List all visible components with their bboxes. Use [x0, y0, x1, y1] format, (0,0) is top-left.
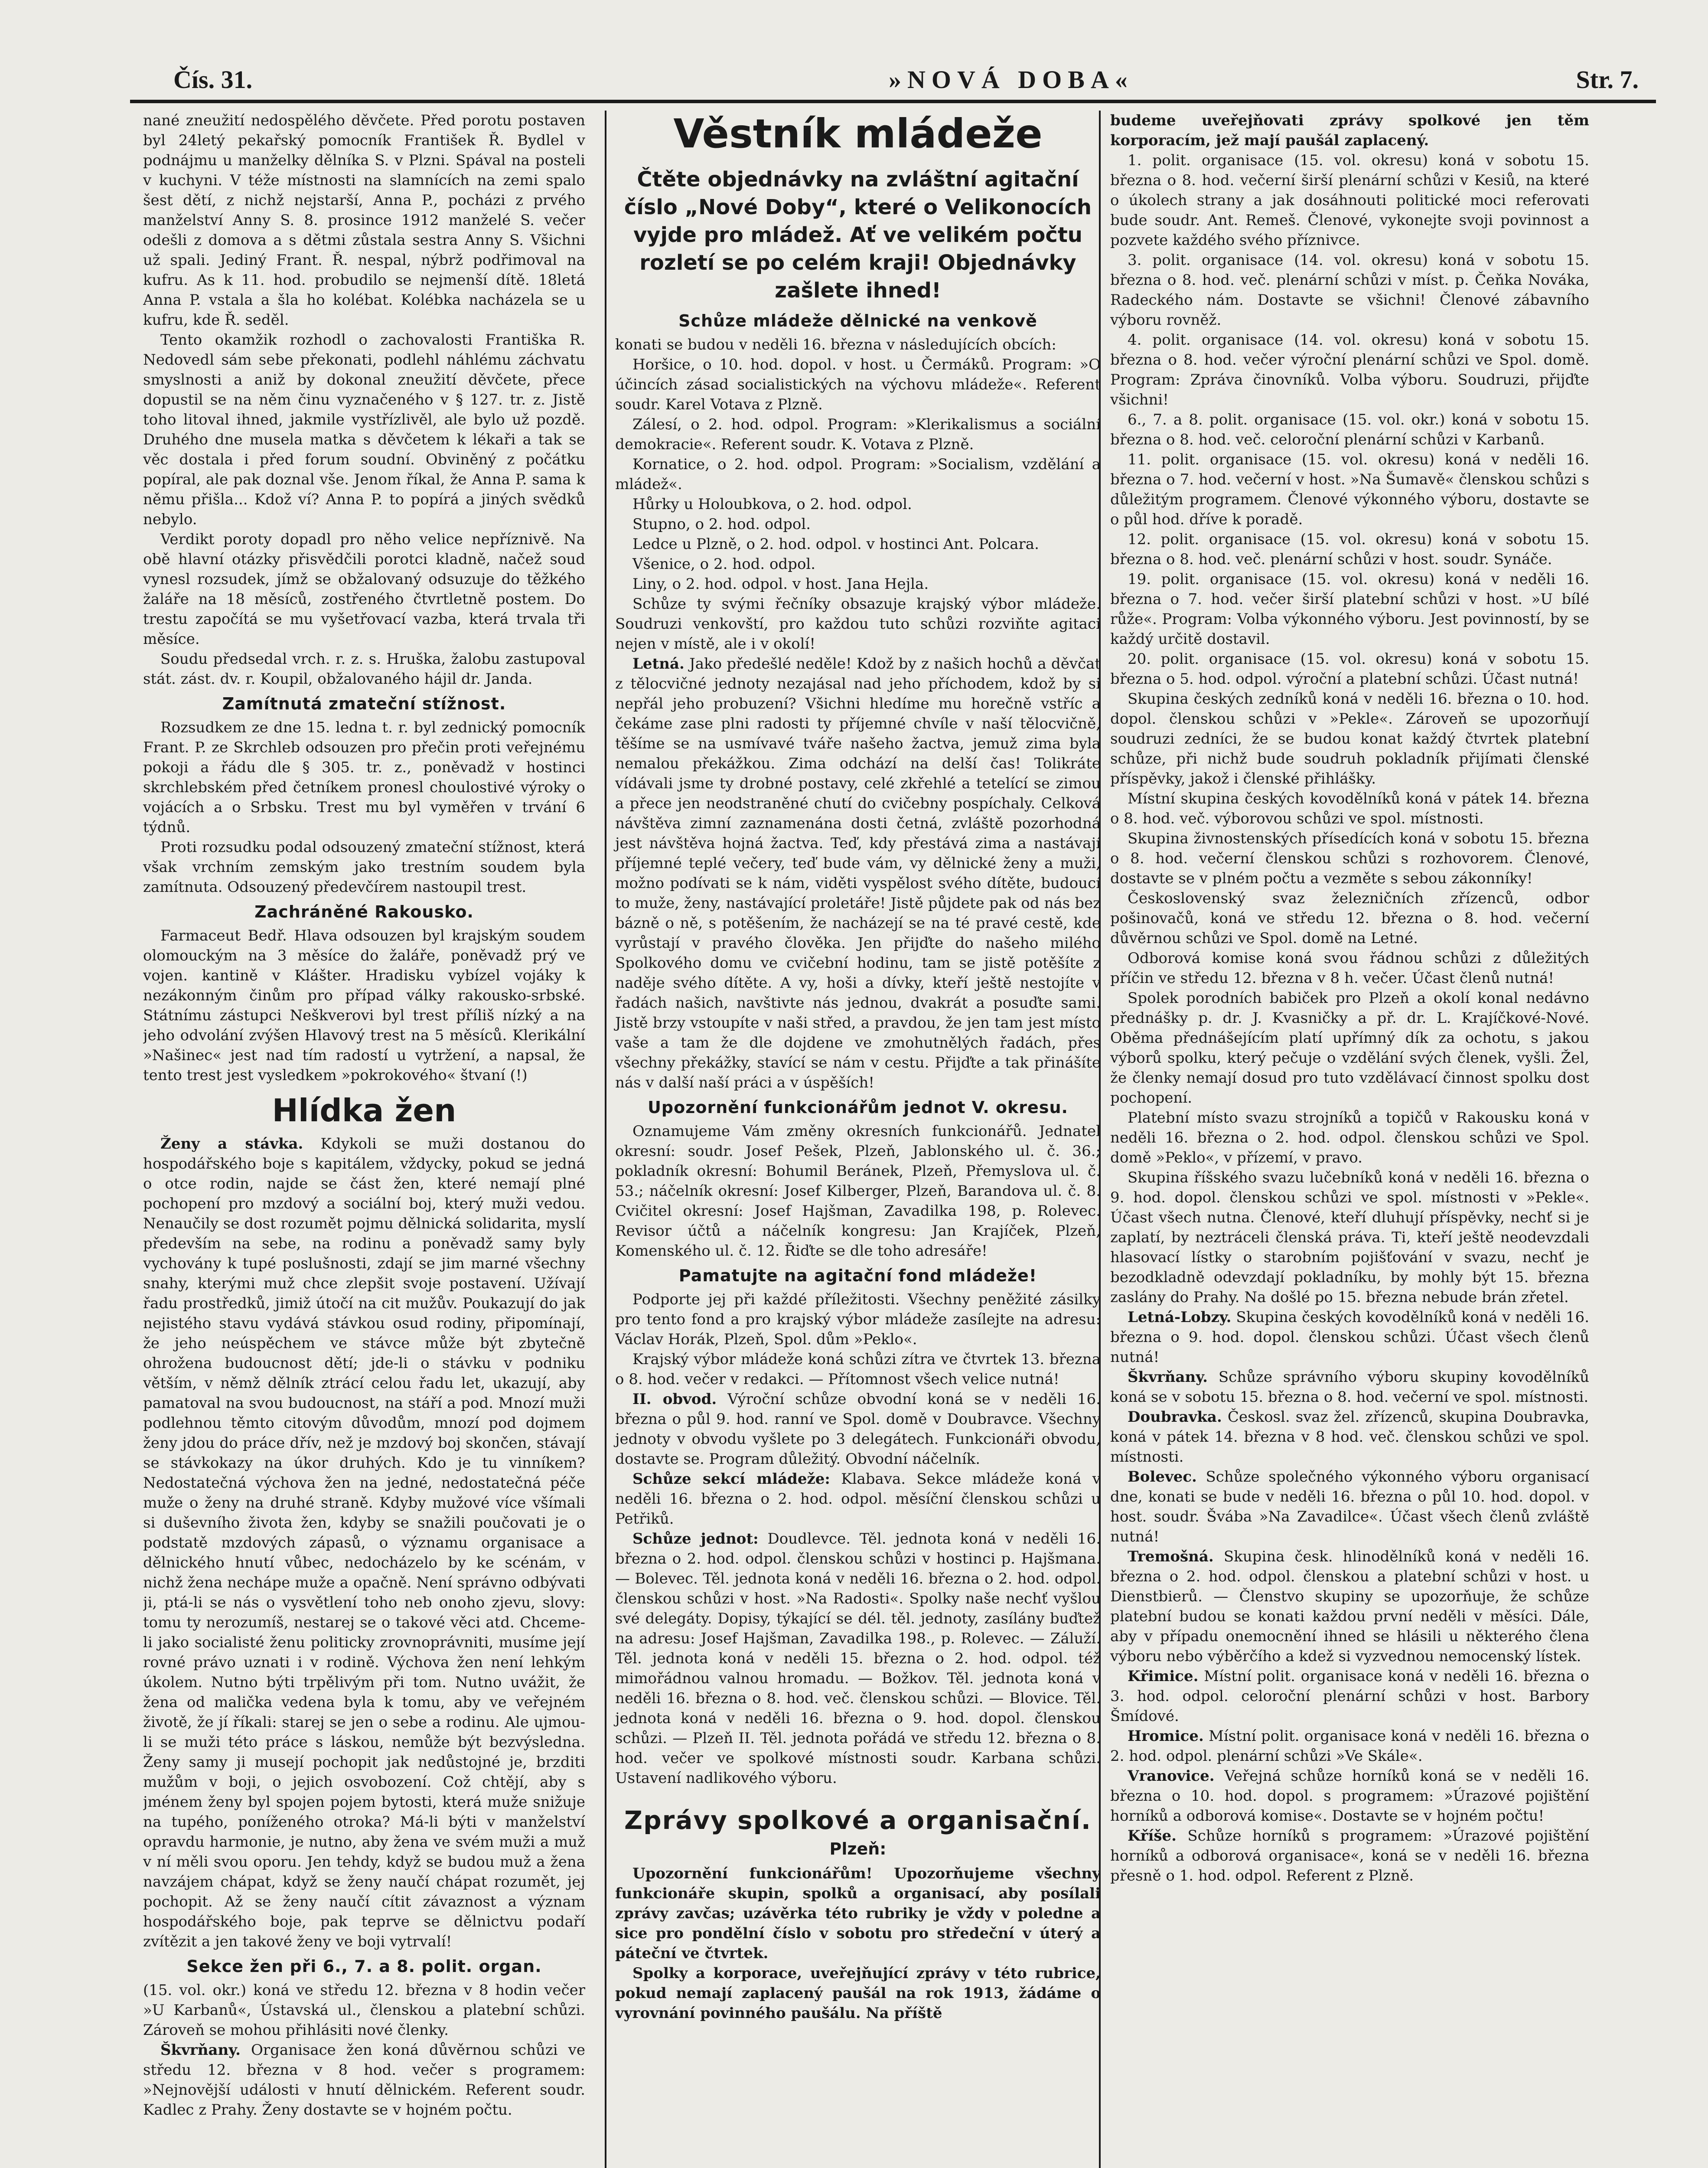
article-heading: Upozornění funkcionářům jednot V. okresu.	[648, 1098, 1068, 1117]
page-number: Str. 7.	[1576, 65, 1639, 94]
notice-item: 6., 7. a 8. polit. organisace (15. vol. okr.) koná v sobotu 15. března o 8. hod. več. celoroční plenární schůzi v Karbanů.	[1110, 411, 1589, 448]
section-heading: Zprávy spolkové a organisační.	[624, 1806, 1092, 1835]
paragraph-lead: Doubravka.	[1128, 1408, 1222, 1426]
article-text: (15. vol. okr.) koná ve středu 12. března v 8 hodin večer »U Karbanů«, Ústavská ul., členskou a platební schůzi. Zároveň se mohou přihlásiti nové členky.	[143, 1982, 585, 2039]
paragraph-lead: Upozornění funkcionářům!	[632, 1865, 873, 1882]
paragraph-lead: Ženy a stávka.	[160, 1135, 303, 1153]
notice-item: Skupina českých kovodělníků koná v neděli 16. března o 9. hod. dopol. členskou schůzi. Účast všech členů nutná!	[1110, 1309, 1589, 1366]
notice-item: Skupina živnostenských přísedících koná v sobotu 15. března o 8. hod. večerní členskou schůzi s rozhovorem. Členové, dostavte se v plném počtu a vezměte s sebou zákonníky!	[1110, 830, 1589, 887]
article-text: Rozsudkem ze dne 15. ledna t. r. byl zednický pomocník Frant. P. ze Skrchleb odsouzen pro přečin proti veřejnému pokoji a řádu dle § 305. tr. z., poněvadž v hostinci skrchlebském před četníkem pronesl choulostivé výroky o vojácích a o Srbsku. Trest mu byl vyměřen v trvání 6 týdnů.	[143, 719, 585, 836]
article-text: Farmaceut Bedř. Hlava odsouzen byl krajským soudem olomouckým na 3 měsíce do žaláře, poněvadž prý ve vojen. kantině v Klášter. Hradisku vybízel vojáky k nezákonným činům pro případ války rakousko-srbské. Státnímu zástupci Neškverovi byl trest příliš nízký a na jeho odvolání zvýšen Hlavový trest na 5 měsíců. Klerikální »Našinec« jest nad tím radostí u vytržení, a napsal, že tento trest jest vysledkem »pokrokového« štvaní (!)	[143, 927, 585, 1084]
notice-item: Místní skupina českých kovodělníků koná v pátek 14. března o 8. hod. več. výborovou schůzi ve spol. místnosti.	[1110, 790, 1589, 827]
article-text: Doudlevce. Těl. jednota koná v neděli 16. března o 2. hod. odpol. členskou schůzi v hostinci p. Hajšmana. — Bolevec. Těl. jednota koná v neděli 16. března o 2. hod. odpol. členskou schůzi v host. »Na Radosti«. Spolky naše nechť vyšlou své delegáty. Dopisy, týkající se dél. těl. jednoty, zasílány buďtež na adresu: Josef Hajšman, Zavadilka 198., p. Rolevec. — Záluží. Těl. jednota koná v neděli 15. března o 2. hod. odpol. též mimořádnou valnou hromadu. — Božkov. Těl. jednota koná v neděli 16. března o 8. hod. več. členskou schůzi. — Blovice. Těl. jednota koná v neděli 16. března o 9. hod. dopol. členskou schůzi. — Plzeň II. Těl. jednota pořádá ve středu 12. března o 8. hod. večer ve spolkové místnosti soudr. Karbana schůzi. Ustavení nadlikového výboru.	[615, 1530, 1101, 1787]
paragraph-lead: Schůze sekcí mládeže:	[632, 1470, 830, 1488]
column-2	[605, 111, 1101, 2168]
article-text: Soudu předsedal vrch. r. z. s. Hruška, žalobu zastupoval stát. zást. dv. r. Koupil, obžalovaného hájil dr. Janda.	[143, 650, 585, 688]
article-text: Podporte jej při každé příležitosti. Všechny peněžité zásilky pro tento fond a pro krajský výbor mládeže zasílejte na adresu: Václav Horák, Plzeň, Spol. dům »Peklo«.	[615, 1291, 1101, 1348]
paragraph-lead: Křimice.	[1128, 1668, 1199, 1685]
notice-item: 4. polit. organisace (14. vol. okresu) koná v sobotu 15. března o 8. hod. večer výroční plenární schůzi ve Spol. domě. Program: Zpráva činovníků. Volba výboru. Soudruzi, přijďte všichni!	[1110, 331, 1589, 408]
paragraph-lead: Kříše.	[1128, 1827, 1177, 1845]
notice-item: Schůze správního výboru skupiny kovodělníků koná se v sobotu 15. března o 8. hod. večerní ve spol. místnosti.	[1110, 1368, 1589, 1406]
paragraph-lead: Škvrňany.	[160, 2041, 241, 2059]
article-text: konati se budou v neděli 16. března v následujících obcích:	[615, 336, 1056, 353]
paragraph-lead: Vranovice.	[1128, 1767, 1215, 1785]
notice-item: Schůze horníků s programem: »Úrazové pojištění horníků a odborová organisace«, koná se v neděli 16. března přesně o 1. hod. odpol. Referent z Plzně.	[1110, 1827, 1589, 1884]
column-1	[143, 111, 585, 2168]
issue-number: Čís. 31.	[173, 65, 253, 94]
order-call: Čtěte objednávky na zvláštní agitační číslo „Nové Doby“, které o Velikonocích vyjde pro mládež. Ať ve velikém počtu rozletí se po celém kraji! Objednávky zašlete ihned!	[624, 167, 1092, 303]
notice-item: Spolek porodních babiček pro Plzeň a okolí konal nedávno přednášky p. dr. J. Kvasničky a př. dr. L. Krajíčkové-Nové. Oběma přednášejícím platí upřímný dík za ochotu, s jakou výborů spolku, který pečuje o vzdělání svých členek, vyšli. Žel, že členky nemají dosud pro tuto vzdělávací činnost spolku dost pochopení.	[1110, 989, 1589, 1107]
paragraph-lead: Letná.	[632, 655, 685, 673]
article-text: Organisace žen koná důvěrnou schůzi ve středu 12. března v 8 hod. večer s programem: »Nejnovější události v hnutí dělnickém. Referent soudr. Kadlec z Prahy. Ženy dostavte se v hojném počtu.	[143, 2041, 585, 2119]
list-item: Kornatice, o 2. hod. odpol. Program: »Socialism, vzdělání a mládež«.	[615, 456, 1101, 493]
paragraph-lead: Tremošná.	[1128, 1548, 1214, 1565]
article-text: Jako předešlé neděle! Kdož by z našich hochů a děvčat z tělocvičné jednoty nezajásal nad jeho příchodem, kdož by si nepřál jeho probuzení? Všichni hledíme mu horečně vstříc a čekáme zase plni radosti ty příjemné chvíle v naší tělocvičně, těšíme se na usmívavé tváře našeho žactva, jemuž zima byla nemalou překážkou. Zima odchází na delší čas! Tolikráte vídávali jsme ty drobné postavy, celé zkřehlé a tetelící se zimou a přece jen neodstraněné chutí do cvičebny pospíchaly. Celková návštěva zimní zaznamenána dosti četná, zvláště pozorhodná jest návštěva hojná žactva. Teď, kdy přestává zima a nastávají příjemné teplé večery, teď bude vám, vy dělnické ženy a muži, možno podívati se k nám, viděti vyspělost svého dítěte, budoucí to muže, ženy, nastávající proletáře! Jistě půjdete pak od nás bez bázně o ně, s potěšením, že nacházejí se na té pravé cestě, kde vyrůstají v pravého člověka. Jen přijďte do našeho milého Spolkového domu ve cvičební hodinu, tam se jistě potěšíte z naděje svého dítěte. A vy, hoši a dívky, kteří ještě nestojíte v řadách našich, navštivte nás jednou, dvakrát a posuďte sami. Jistě brzy vstoupíte v naši střed, a pravdou, že jen tam jest místo vaše a tam že dle dojdene ve zmohutnělých řadách, přes všechny překážky, stavící se nám v cestu. Přijďte a tak přinášíte nás v další naší práci a v úspěších!	[615, 655, 1101, 1091]
column-3	[1099, 111, 1589, 2168]
city-heading: Plzeň:	[829, 1839, 887, 1858]
notice-item: Skupina česk. hlinodělníků koná v neděli 16. března o 2. hod. odpol. členskou a platební schůzi v host. u Dienstbierů. — Členstvo skupiny se upozorňuje, že schůze platební budou se konati každou první neděli v měsíci. Dále, aby v případu onemocnění ihned se hlásili u některého člena výboru nebo výběrčího a kdež si vyzvednou nemocenský lístek.	[1110, 1548, 1589, 1665]
notice-item: 19. polit. organisace (15. vol. okresu) koná v neděli 16. března o 7. hod. večer širší platební schůzi v host. »U bílé růže«. Program: Volba výkonného výboru. Jest povinností, by se každý určitě dostavil.	[1110, 571, 1589, 648]
paragraph-lead: Letná-Lobzy.	[1128, 1309, 1232, 1326]
notice-item: 3. polit. organisace (14. vol. okresu) koná v sobotu 15. března o 8. hod. več. plenární schůzi v míst. p. Čeňka Nováka, Radeckého nám. Dostavte se všichni! Členové zábavního výboru rovněž.	[1110, 251, 1589, 329]
list-item: Liny, o 2. hod. odpol. v host. Jana Hejla.	[632, 575, 929, 593]
article-heading: Zachráněné Rakousko.	[254, 902, 474, 921]
section-heading: Hlídka žen	[272, 1092, 456, 1129]
article-text: Výroční schůze obvodní koná se v neděli 16. března o půl 9. hod. ranní ve Spol. domě v Doubravce. Všechny jednoty v obvodu vyšlete po 3 delegátech. Funkcionáři obvodu, dostavte se. Program důležitý. Obvodní náčelník.	[615, 1391, 1101, 1468]
notice-item: Schůze společného výkonného výboru organisací dne, konati se bude v neděli 16. března o půl 10. hod. dopol. v host. soudr. Švába »Na Zavadilce«. Účast všech členů zvláště nutná!	[1110, 1468, 1589, 1545]
article-heading: Schůze mládeže dělnické na venkově	[678, 311, 1037, 330]
notice-item: Místní polit. organisace koná v neděli 16. března o 2. hod. odpol. plenární schůzi »Ve Skále«.	[1110, 1727, 1589, 1765]
notice-item: Českosl. svaz žel. zřízenců, skupina Doubravka, koná v pátek 14. března v 8 hod. več. členskou schůzi ve spol. místnosti.	[1110, 1408, 1589, 1466]
article-text: Kdykoli se muži dostanou do hospodářského boje s kapitálem, vždycky, pokud se jedná o otce rodin, najde se část žen, které nemají plné pochopení pro mzdový a sociální boj, který muži vedou. Nenaučily se dost rozumět pojmu dělnická solidarita, myslí především na sebe, na rodinu a poněvadž samy byly vychovány k tupé poslušnosti, zdají se jim marné všechny snahy, kterými muž chce zlepšit svoje postavení. Užívají řadu prostředků, jimiž útočí na cit mužův. Poukazují do jak nejistého stavu vydává stávkou osud rodiny, připomínají, že jeho neúspěchem ve stávce může být zbytečně ohrožena budoucnost dětí; jde-li o stávku v podniku větším, v němž dělník ztrácí celou řadu let, ukazují, aby pamatoval na svou budoucnost, na stáří a pod. Mnozí muži podlehnou těmto citovým důvodům, mnozí pod dojmem ženy jdou do práce dřív, než je mzdový boj skončen, stávají se stávkokazy na úkor druhých. Kdo je tu vinníkem? Nedostatečná výchova žen na jedné, nedostatečná péče muže o ženy na druhé straně. Kdyby mužové více všímali si duševního života žen, kdyby se snažili poučovati je o podstatě mzdových zápasů, o významu organisace a dělnického hnutí vůbec, nedocházelo by ke scénám, v nichž žena nechápe muže a opačně. Není správno odbývati ji, ptá-li se nás o vysvětlení toho neb onoho zjevu, slovy: tomu ty nerozumíš, nestarej se o takové věci atd. Chceme-li jako socialisté ženu politicky zrovnoprávniti, musíme její rovné právo uznati i v rodině. Výchova žen není lehkým úkolem. Nutno býti trpělivým při tom. Nutno uvážit, že žena od malička vedena byla k tomu, aby ve veřejném životě, že jí říkali: starej se jen o sebe a rodinu. Ale ujmou-li se muži této práce s láskou, nemůže být bezvýsledna. Ženy samy ji musejí pochopit jak nedůstojné je, brzditi mužům v boji, o jejich osvobození. Což chtějí, aby s jménem ženy byl spojen pojem bytosti, která muže snižuje na tupého, poníženého otroka? Má-li býti v manželství opravdu harmonie, je nutno, aby žena ve svém muži a muž v ní měli svou oporu. Jen tehdy, když se budou muž a žena navzájem chápat, když se ženy naučí chápat rozumět, jej pochopit. Až se ženy naučí cítit závaznost a význam hospodářského boje, pak teprve se dělnictvu podaří zvítězit a jen takové ženy ve boji vytrvalí!	[143, 1135, 585, 1950]
notice-item: 11. polit. organisace (15. vol. okresu) koná v neděli 16. března o 7. hod. večerní v host. »Na Šumavě« členskou schůzi s důležitým programem. Členové výkonného výboru, dostavte se o půl hod. dříve k poradě.	[1110, 451, 1589, 528]
article-heading: Pamatujte na agitační fond mládeže!	[678, 1266, 1037, 1285]
notice-item: Odborová komise koná svou řádnou schůzi z důležitých příčin ve středu 12. března v 8 h. večer. Účast členů nutná!	[1110, 950, 1589, 987]
paragraph-lead: Bolevec.	[1128, 1468, 1197, 1486]
list-item: Ledce u Plzně, o 2. hod. odpol. v hostinci Ant. Polcara.	[632, 535, 1039, 553]
list-item: Stupno, o 2. hod. odpol.	[632, 516, 811, 533]
article-heading: Sekce žen při 6., 7. a 8. polit. organ.	[186, 1957, 542, 1976]
paragraph-lead: Škvrňany.	[1128, 1368, 1208, 1386]
paragraph-lead: II. obvod.	[632, 1391, 717, 1408]
paragraph-lead: Spolky a korporace,	[632, 1965, 802, 1982]
notice-item: Skupina českých zedníků koná v neděli 16. března o 10. hod. dopol. členskou schůzi v »Pekle«. Zároveň se upozorňují soudruzi zedníci, že se budou konat každý čtvrtek platební schůze, při nichž bude soudruh pokladník přijímati členské příspěvky, jakož i členské přihlášky.	[1110, 690, 1589, 787]
notice-item: Veřejná schůze horníků koná se v neděli 16. března o 10. hod. dopol. s programem: »Úrazové pojištění horníků a odborová komise«. Dostavte se v hojném počtu!	[1110, 1767, 1589, 1825]
paragraph-lead: Hromice.	[1128, 1727, 1204, 1745]
paragraph-lead: Schůze jednot:	[632, 1530, 759, 1548]
notice-item: Místní polit. organisace koná v neděli 16. března o 3. hod. odpol. celoroční plenární schůzi v host. Barbory Šmídové.	[1110, 1668, 1589, 1725]
article-text: Oznamujeme Vám změny okresních funkcionářů. Jednatel okresní: soudr. Josef Pešek, Plzeň, Jablonského ul. č. 36.; pokladník okresní: Bohumil Beránek, Plzeň, Přemyslova ul. č. 53.; náčelník okresní: Josef Kilberger, Plzeň, Barandova ul. č. 8. Cvičitel okresní: Josef Hajšman, Zavadilka 198, p. Rolevec. Revisor účtů a náčelník kongresu: Jan Krajíček, Plzeň, Komenského ul. č. 12. Řiďte se dle toho adresáře!	[615, 1123, 1101, 1260]
article-text: budeme uveřejňovati zprávy spolkové jen těm korporacím, jež mají paušál zaplacený.	[1110, 112, 1589, 149]
article-heading: Zamítnutá zmateční stížnost.	[222, 694, 506, 713]
article-text: uveřejňující zprávy v této rubrice, pokud nemají zaplacený paušál na rok 1913, žádáme o vyrovnání povinného paušálu. Na příště	[615, 1965, 1101, 2022]
article-text: Verdikt poroty dopadl pro něho velice nepříznivě. Na obě hlavní otázky přisvědčili porotci kladně, načež soud vynesl rozsudek, jímž se obžalovaný odsuzuje do těžkého žaláře na 18 měsíců, zostřeného čtvrtletně postem. Do trestu započítá se mu vyšetřovací vazba, která trvala tři měsíce.	[143, 531, 585, 648]
notice-item: 1. polit. organisace (15. vol. okresu) koná v sobotu 15. března o 8. hod. večerní širší plenární schůzi v Kesiů, na které o úkolech strany a jak dosáhnouti politické moci referovati bude soudr. Ant. Remeš. Členové, vykonejte svoji povinnost a pozvete každého svého příznivce.	[1110, 152, 1589, 249]
list-item: Všenice, o 2. hod. odpol.	[632, 555, 816, 573]
notice-item: Platební místo svazu strojníků a topičů v Rakousku koná v neděli 16. března o 2. hod. odpol. členskou schůzi ve Spol. domě »Peklo«, v přízemí, v pravo.	[1110, 1109, 1589, 1166]
list-item: Zálesí, o 2. hod. odpol. Program: »Klerikalismus a sociální demokracie«. Referent soudr. K. Votava z Plzně.	[615, 416, 1101, 453]
notice-item: 12. polit. organisace (15. vol. okresu) koná v sobotu 15. března o 8. hod. več. plenární schůzi v host. soudr. Synáče.	[1110, 531, 1589, 568]
article-text: Klabava. Sekce mládeže koná v neděli 16. března o 2. hod. odpol. měsíční členskou schůzi u Petřiků.	[615, 1470, 1101, 1528]
article-text: Krajský výbor mládeže koná schůzi zítra ve čtvrtek 13. března o 8. hod. večer v redakci. — Přítomnost všech velice nutná!	[615, 1351, 1101, 1388]
notice-item: 20. polit. organisace (15. vol. okresu) koná v sobotu 15. března o 5. hod. odpol. výroční a platební schůzi. Účast nutná!	[1110, 650, 1589, 688]
list-item: Horšice, o 10. hod. dopol. v host. u Čermáků. Program: »O účincích zásad socialistických na výchovu mládeže«. Referent soudr. Karel Votava z Plzně.	[615, 356, 1101, 413]
article-text: Proti rozsudku podal odsouzený zmateční stížnost, která však vrchním zemským jako trestním soudem byla zamítnuta. Odsouzený předevčírem nastoupil trest.	[143, 839, 585, 896]
article-text: nané zneužití nedospělého děvčete. Před porotu postaven byl 24letý pekařský pomocník František Ř. Bydlel v podnájmu u manželky dělníka S. v Plzni. Spával na posteli v kuchyni. V téže místnosti na slamnících na zemi spalo šest dětí, z nichž nejstarší, Anna P., pocházi z prvého manželství Anny S. 8. prosince 1912 manželé S. večer odešli z domova a s dětmi zůstala sestra Anny S. Všichni už spali. Jediný Frant. Ř. nespal, nýbrž podřimoval na kufru. As k 11. hod. probudilo se nejmenší dítě. 18letá Anna P. vstala a šla ho kolébat. Kolébka nacházela se u kufru, kde Ř. seděl.	[143, 112, 585, 329]
notice-item: Skupina říšského svazu lučebníků koná v neděli 16. března o 9. hod. dopol. členskou schůzi ve spol. místnosti v »Pekle«. Účast všech nutna. Členové, kteří dluhují příspěvky, nechť si je zaplatí, by neztráceli členská práva. Ti, kteří ještě neodevzdali hlasovací lístky o starobním pojišťování v svazu, nechť je bezodkladně odevzdají pokladníku, by mohly být 15. března zaslány do Prahy. Na došlé po 15. března nebude brán zřetel.	[1110, 1169, 1589, 1306]
article-text: Upozorňujeme všechny funkcionáře skupin, spolků a organisací, aby posílali zprávy zavčas; uzávěrka této rubriky je vždy v poledne a sice pro pondělní číslo v sobotu pro středeční v úterý a páteční ve čtvrtek.	[615, 1865, 1101, 1962]
article-text: Tento okamžik rozhodl o zachovalosti Františka R. Nedovedl sám sebe překonati, podlehl náhlému záchvatu smyslnosti a aniž by dokonal zneužití děvčete, přece dopustil se na něm činu vyznačeného v § 127. tr. z. Jistě toho litoval ihned, jakmile vystřízlivěl, ale bylo už pozdě. Druhého dne musela matka s děvčetem k lékaři a tak se věc dostala i před forum soudní. Obviněný z počátku popíral, ale pak doznal vše. Jenom říkal, že Anna P. sama k němu přišla... Kdož ví? Anna P. to popírá a jiných svědků nebylo.	[143, 331, 585, 528]
article-text: Schůze ty svými řečníky obsazuje krajský výbor mládeže. Soudruzi venkovští, pro každou tuto schůzi rozviňte agitaci nejen v místě, ale i v okolí!	[615, 595, 1101, 653]
list-item: Hůrky u Holoubkova, o 2. hod. odpol.	[632, 496, 912, 513]
newspaper-title: »NOVÁ DOBA«	[889, 65, 1134, 94]
page-header	[130, 65, 1656, 103]
notice-item: Československý svaz železničních zřízenců, odbor pošinovačů, koná ve středu 12. března o 8. hod. večerní důvěrnou schůzi ve Spol. domě na Letné.	[1110, 890, 1589, 947]
section-heading: Věstník mládeže	[673, 111, 1043, 157]
